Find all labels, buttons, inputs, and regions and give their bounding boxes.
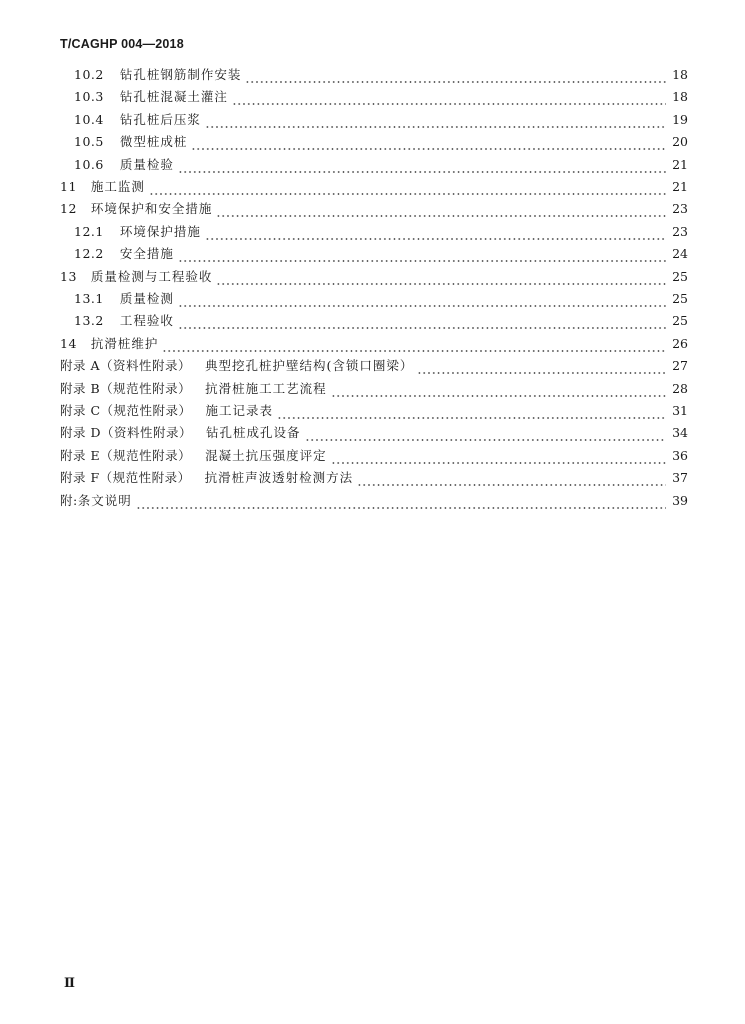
toc-entry-title: 典型挖孔桩护壁结构(含锁口圈梁）: [205, 358, 414, 374]
toc-entry-page: 19: [672, 111, 688, 127]
toc-entry-title: 施工记录表: [205, 403, 274, 418]
toc-entry-title: 抗滑桩施工工艺流程: [205, 380, 327, 396]
toc-entry-page: 21: [672, 156, 688, 172]
toc-entry-page: 21: [672, 179, 688, 194]
toc-entry[interactable]: [60, 490, 688, 512]
toc-entry-page: 23: [672, 223, 688, 239]
toc-entry-page: 26: [672, 335, 688, 351]
toc-entry-title: 环境保护和安全措施: [90, 201, 213, 217]
toc-entry-number: 12: [60, 201, 77, 217]
toc-entry[interactable]: [74, 288, 688, 310]
toc-entry[interactable]: [74, 243, 688, 265]
toc-entry-number: 附录 A（资料性附录）: [60, 358, 192, 374]
toc-entry-page: 25: [672, 291, 688, 306]
toc-entry-page: 25: [672, 313, 688, 329]
toc-entry-number: 11: [60, 179, 77, 194]
toc-entry[interactable]: [60, 445, 688, 467]
dot-leader: [136, 490, 666, 512]
toc-entry-number: 10.5: [74, 134, 104, 150]
toc-entry[interactable]: [74, 64, 688, 86]
toc-entry-page: 31: [672, 403, 688, 418]
toc-entry-title: 质量检测: [119, 291, 174, 306]
toc-entry-number: 附录 E（规范性附录）: [60, 447, 192, 463]
toc-entry-number: 12.2: [74, 246, 104, 262]
toc-entry-number: 12.1: [74, 223, 104, 239]
toc-entry-number: 10.3: [74, 89, 104, 105]
dot-leader: [331, 378, 666, 400]
toc-entry-title: 钻孔桩后压浆: [119, 111, 201, 127]
dot-leader: [178, 243, 666, 265]
dot-leader: [245, 64, 666, 86]
toc-entry-title: 抗滑桩维护: [90, 335, 159, 351]
toc-entry-page: 36: [672, 447, 688, 463]
toc-entry-title: 安全措施: [119, 246, 174, 262]
dot-leader: [216, 266, 666, 288]
toc-entry-title: 钻孔桩成孔设备: [206, 425, 301, 441]
toc-entry-number: 10.2: [74, 67, 104, 82]
toc-entry[interactable]: [60, 400, 688, 422]
toc-entry[interactable]: [60, 198, 688, 220]
toc-entry-page: 28: [672, 380, 688, 396]
page-number: Ⅱ: [64, 976, 75, 991]
standard-code-header: T/CAGHP 004—2018: [60, 37, 184, 51]
toc-entry-number: 10.6: [74, 156, 104, 172]
toc-entry-page: 18: [672, 67, 688, 82]
toc-entry-page: 34: [672, 425, 688, 441]
dot-leader: [178, 154, 666, 176]
toc-entry-number: 13.2: [74, 313, 104, 329]
toc-entry[interactable]: [74, 86, 688, 108]
toc-entry-title: 质量检验: [119, 156, 174, 172]
dot-leader: [277, 400, 666, 422]
dot-leader: [232, 86, 666, 108]
toc-entry-title: 条文说明: [77, 492, 132, 508]
toc-entry-page: 20: [672, 134, 688, 150]
toc-entry-page: 25: [672, 268, 688, 284]
toc-entry-page: 39: [672, 492, 688, 508]
toc-entry-page: 18: [672, 89, 688, 105]
dot-leader: [191, 131, 666, 153]
dot-leader: [305, 422, 667, 444]
toc-entry[interactable]: [60, 355, 688, 377]
toc-entry-title: 工程验收: [119, 313, 174, 329]
toc-entry-title: 钻孔桩钢筋制作安装: [119, 67, 242, 82]
dot-leader: [149, 176, 666, 198]
toc-entry-title: 抗滑桩声波透射检测方法: [204, 470, 354, 486]
toc-entry-page: 27: [672, 358, 688, 374]
dot-leader: [178, 310, 666, 332]
toc-entry-number: 附录 D（资料性附录）: [60, 425, 192, 441]
toc-entry[interactable]: [60, 266, 688, 288]
toc-entry[interactable]: [74, 154, 688, 176]
toc-entry-number: 附录 C（规范性附录）: [60, 403, 192, 418]
toc-entry[interactable]: [60, 333, 688, 355]
toc-entry[interactable]: [74, 221, 688, 243]
toc-entry-number: 14: [60, 335, 77, 351]
toc-entry-title: 质量检测与工程验收: [90, 268, 213, 284]
toc-entry-title: 微型桩成桩: [119, 134, 188, 150]
toc-entry[interactable]: [74, 131, 688, 153]
toc-entry[interactable]: [60, 176, 688, 198]
dot-leader: [357, 467, 666, 489]
toc-entry-number: 10.4: [74, 111, 104, 127]
dot-leader: [205, 221, 666, 243]
toc-entry-title: 钻孔桩混凝土灌注: [119, 89, 228, 105]
toc-entry[interactable]: [74, 310, 688, 332]
toc-entry-number: 附录 B（规范性附录）: [60, 380, 192, 396]
dot-leader: [216, 198, 666, 220]
toc-entry[interactable]: [60, 467, 688, 489]
toc-entry-title: 环境保护措施: [119, 223, 201, 239]
toc-entry-page: 24: [672, 246, 688, 262]
dot-leader: [162, 333, 666, 355]
toc-entry-number: 13: [60, 268, 77, 284]
toc-entry-number: 附录 F（规范性附录）: [60, 470, 191, 486]
toc-entry[interactable]: [74, 109, 688, 131]
dot-leader: [178, 288, 666, 310]
toc-entry-number: 附:: [60, 492, 78, 508]
dot-leader: [205, 109, 666, 131]
toc-entry-number: 13.1: [74, 291, 104, 306]
toc-entry[interactable]: [60, 378, 688, 400]
toc-entry-page: 23: [672, 201, 688, 217]
toc-entry[interactable]: [60, 422, 688, 444]
toc-entry-title: 混凝土抗压强度评定: [205, 447, 327, 463]
toc-entry-title: 施工监测: [90, 179, 145, 194]
toc-entry-page: 37: [672, 470, 688, 486]
dot-leader: [331, 445, 666, 467]
dot-leader: [417, 355, 666, 377]
